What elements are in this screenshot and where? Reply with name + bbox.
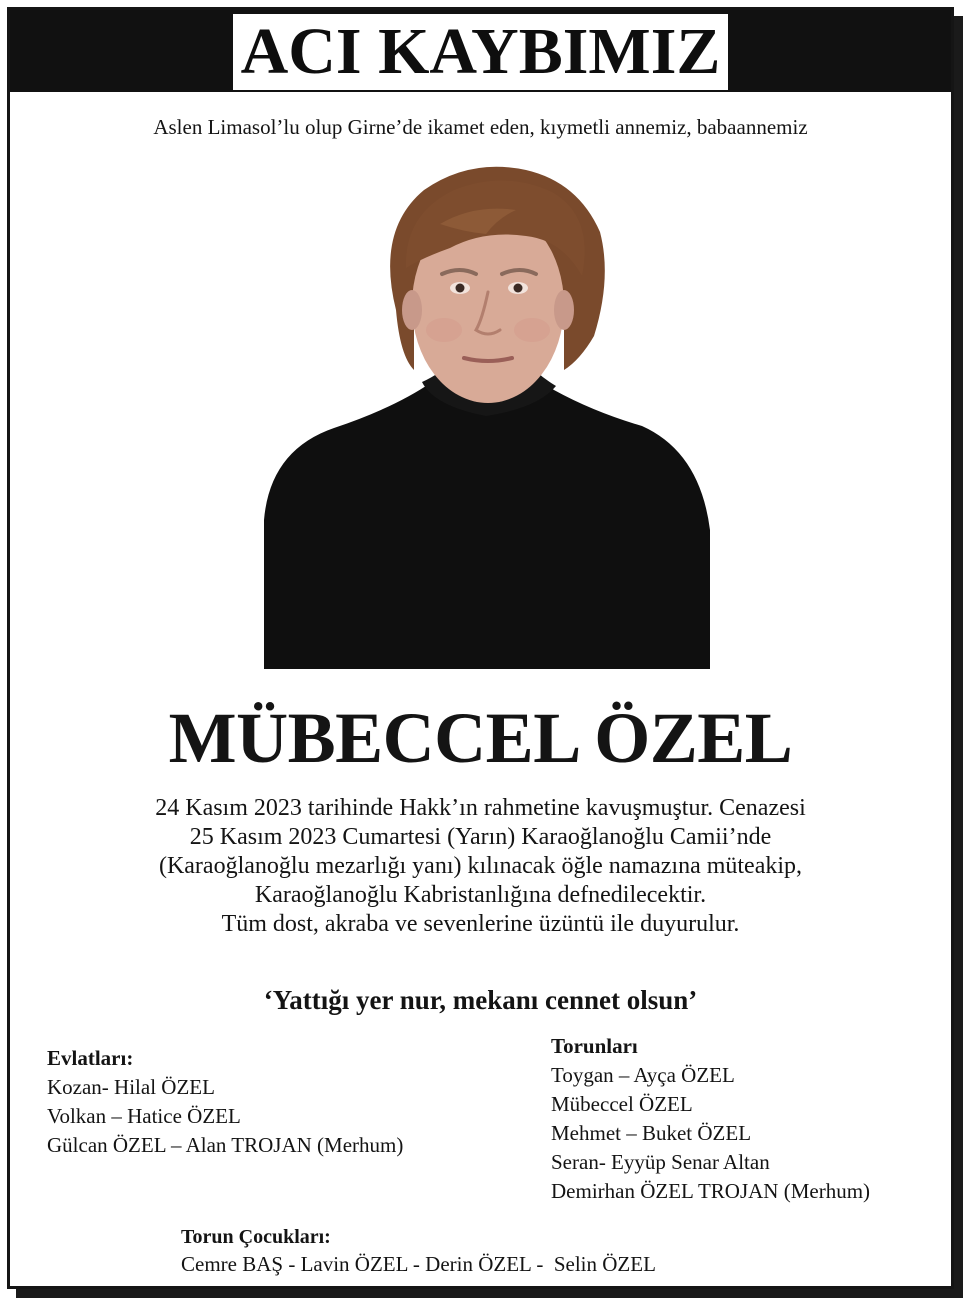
list-item: Mübeccel ÖZEL	[551, 1092, 693, 1116]
deceased-name: MÜBECCEL ÖZEL	[168, 698, 793, 778]
list-item: Toygan – Ayça ÖZEL	[551, 1063, 735, 1087]
children-list	[47, 1044, 403, 1160]
list-item: Volkan – Hatice ÖZEL	[47, 1104, 241, 1128]
portrait-photo-icon	[264, 160, 710, 669]
header-bar	[10, 10, 951, 92]
list-item: Gülcan ÖZEL – Alan TROJAN (Merhum)	[47, 1133, 404, 1157]
list-item: Demirhan ÖZEL TROJAN (Merhum)	[551, 1179, 871, 1203]
grandchildren-list	[551, 1032, 870, 1206]
announcement-line: Karaoğlanoğlu Kabristanlığına defnedilecektir.	[254, 882, 707, 908]
announcement-line: 24 Kasım 2023 tarihinde Hakk’ın rahmetine kavuşmuştur. Cenazesi	[155, 795, 806, 821]
great-grandchildren-heading: Torun Çocukları:	[181, 1226, 331, 1248]
list-item: Mehmet – Buket ÖZEL	[551, 1121, 752, 1145]
intro-text: Aslen Limasol’lu olup Girne’de ikamet eden, kıymetli annemiz, babaannemiz	[153, 115, 808, 139]
great-grandchildren-list	[181, 1224, 656, 1278]
obituary-page	[7, 7, 954, 1289]
announcement-line: (Karaoğlanoğlu mezarlığı yanı) kılınacak öğle namazına müteakip,	[158, 853, 803, 879]
announcement-line: 25 Kasım 2023 Cumartesi (Yarın) Karaoğlanoğlu Camii’nde	[189, 824, 772, 850]
list-item: Cemre BAŞ - Lavin ÖZEL - Derin ÖZEL - Selin ÖZEL	[181, 1252, 656, 1276]
list-item: Kozan- Hilal ÖZEL	[47, 1075, 215, 1099]
children-heading: Evlatları:	[47, 1046, 134, 1070]
announcement-text	[10, 794, 951, 939]
prayer-quote: ‘Yattığı yer nur, mekanı cennet olsun’	[263, 985, 698, 1015]
list-item: Seran- Eyyüp Senar Altan	[551, 1150, 770, 1174]
grandchildren-heading: Torunları	[551, 1034, 638, 1058]
header-title: ACI KAYBIMIZ	[233, 14, 729, 90]
announcement-line: Tüm dost, akraba ve sevenlerine üzüntü ile duyurulur.	[221, 911, 740, 937]
